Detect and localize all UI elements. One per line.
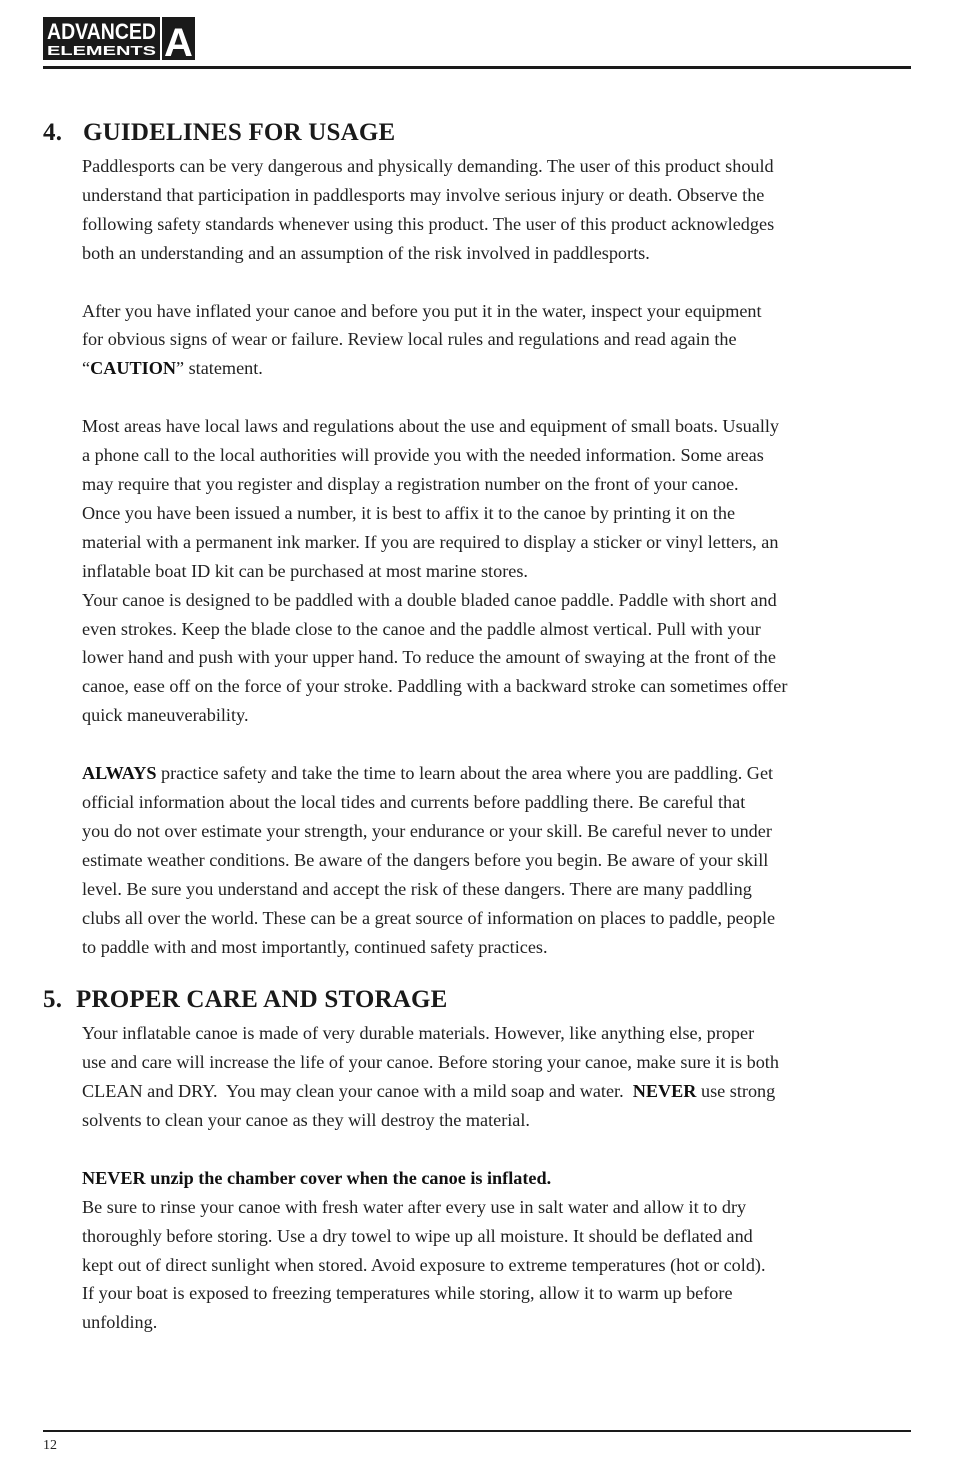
line-text: use strong [696, 1081, 776, 1101]
paragraph-line: lower hand and push with your upper hand. To reduce the amount of swaying at the front of the [82, 647, 776, 667]
paragraph-line: both an understanding and an assumption of the risk involved in paddlesports. [82, 243, 650, 263]
paragraph-line: canoe, ease off on the force of your stroke. Paddling with a backward stroke can sometimes offer [82, 676, 788, 696]
header-rule [43, 66, 911, 69]
paragraph-line: you do not over estimate your strength, your endurance or your skill. Be careful never to under [82, 821, 772, 841]
paragraph-line: may require that you register and display a registration number on the front of your canoe. [82, 474, 739, 494]
paragraph-line: Be sure to rinse your canoe with fresh water after every use in salt water and allow it to dry [82, 1197, 747, 1217]
quote-open: “ [82, 358, 91, 378]
warning-line [82, 1164, 551, 1193]
section-number: 4. [43, 119, 63, 146]
logo-text-advanced: ADVANCED [47, 19, 156, 44]
section-title: PROPER CARE AND STORAGE [76, 986, 448, 1013]
paragraph-line: Most areas have local laws and regulations about the use and equipment of small boats. Usually [82, 416, 780, 436]
paragraph-line: to paddle with and most importantly, continued safety practices. [82, 937, 548, 957]
paragraph-line [82, 1077, 775, 1106]
paragraph-line: unfolding. [82, 1312, 158, 1332]
paragraph-line: thoroughly before storing. Use a dry towel to wipe up all moisture. It should be deflated and [82, 1226, 753, 1246]
paragraph-line: official information about the local tides and currents before paddling there. Be careful that [82, 792, 746, 812]
paragraph-line: understand that participation in paddlesports may involve serious injury or death. Observe the [82, 185, 765, 205]
logo-text-elements: ELEMENTS [47, 43, 157, 58]
line-text: practice safety and take the time to learn about the area where you are paddling. Get [156, 763, 774, 783]
section-number: 5. [43, 986, 63, 1013]
line-text: ” statement. [175, 358, 263, 378]
paragraph-line: After you have inflated your canoe and before you put it in the water, inspect your equipment [82, 301, 762, 321]
section-heading-care-storage [43, 986, 448, 1014]
paragraph-line: quick maneuverability. [82, 705, 249, 725]
paragraph-line: a phone call to the local authorities will provide you with the needed information. Some areas [82, 445, 764, 465]
section-heading-guidelines [43, 119, 395, 147]
paragraph-line: Paddlesports can be very dangerous and physically demanding. The user of this product should [82, 156, 774, 176]
page-number: 12 [43, 1438, 57, 1453]
never-emphasis: NEVER [632, 1081, 697, 1101]
paragraph-line: Your inflatable canoe is made of very durable materials. However, like anything else, proper [82, 1023, 755, 1043]
paragraph-line: inflatable boat ID kit can be purchased at most marine stores. [82, 561, 528, 581]
paragraph-line: kept out of direct sunlight when stored. Avoid exposure to extreme temperatures (hot or cold). [82, 1255, 766, 1275]
never-unzip-warning: NEVER unzip the chamber cover when the canoe is inflated. [82, 1168, 552, 1188]
logo-mark-a: A [164, 21, 193, 60]
paragraph-line: even strokes. Keep the blade close to the canoe and the paddle almost vertical. Pull with your [82, 619, 761, 639]
section-title: GUIDELINES FOR USAGE [83, 119, 396, 146]
paragraph-line: level. Be sure you understand and accept the risk of these dangers. There are many paddling [82, 879, 752, 899]
line-text: CLEAN and DRY. You may clean your canoe with a mild soap and water. [82, 1081, 633, 1101]
paragraph-line [82, 759, 773, 788]
footer-rule [43, 1430, 911, 1432]
paragraph-line: If your boat is exposed to freezing temperatures while storing, allow it to warm up before [82, 1283, 733, 1303]
paragraph-line: Once you have been issued a number, it is best to affix it to the canoe by printing it on the [82, 503, 736, 523]
paragraph-line: material with a permanent ink marker. If you are required to display a sticker or vinyl letters, an [82, 532, 779, 552]
paragraph-line: Your canoe is designed to be paddled with a double bladed canoe paddle. Paddle with short and [82, 590, 777, 610]
paragraph-line: clubs all over the world. These can be a great source of information on places to paddle, people [82, 908, 776, 928]
paragraph-line: use and care will increase the life of your canoe. Before storing your canoe, make sure it is both [82, 1052, 779, 1072]
paragraph-line: estimate weather conditions. Be aware of the dangers before you begin. Be aware of your skill [82, 850, 769, 870]
paragraph-line: following safety standards whenever using this product. The user of this product acknowledges [82, 214, 775, 234]
advanced-elements-logo [43, 17, 195, 60]
caution-emphasis: CAUTION [90, 358, 176, 378]
always-emphasis: ALWAYS [82, 763, 157, 783]
paragraph-line: solvents to clean your canoe as they will destroy the material. [82, 1110, 530, 1130]
paragraph-line: for obvious signs of wear or failure. Review local rules and regulations and read again the [82, 329, 737, 349]
paragraph-line [82, 354, 263, 383]
